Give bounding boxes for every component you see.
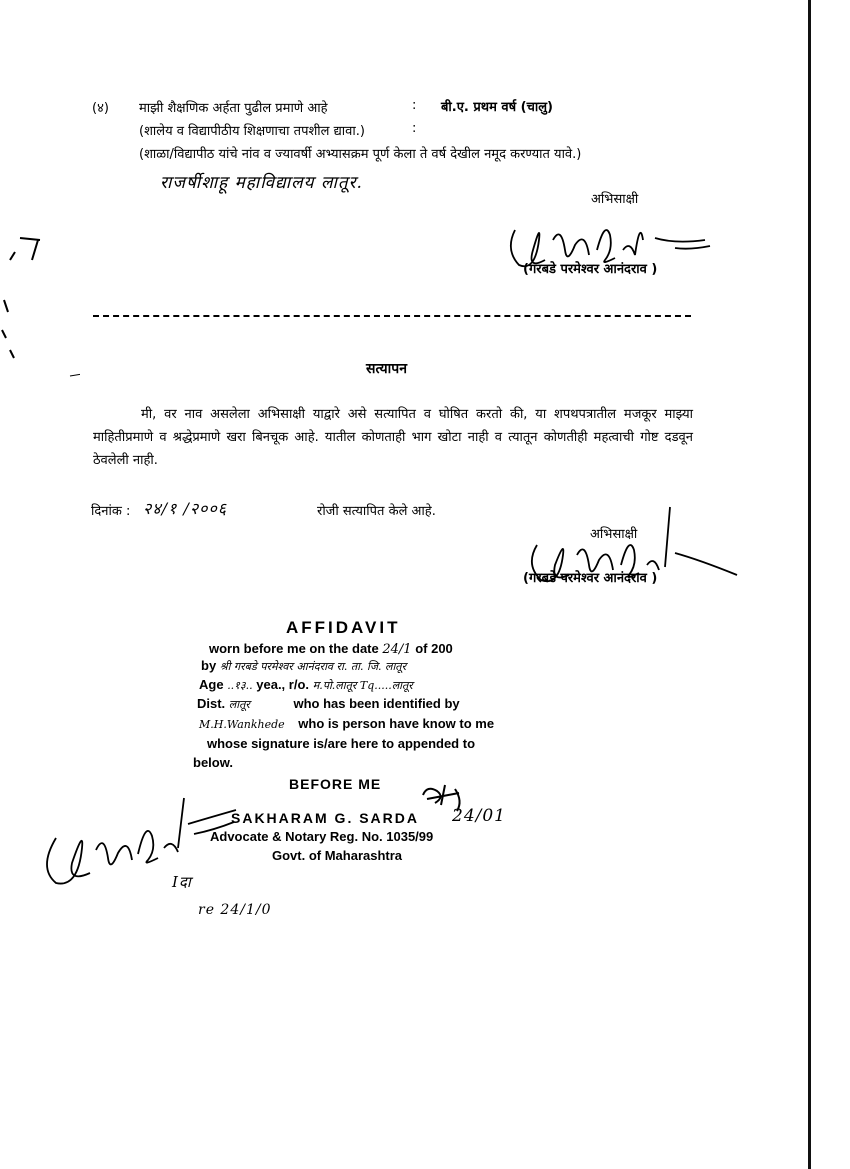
stamp-age-fill: ..१३.. bbox=[227, 679, 253, 692]
stamp-line-1-prefix: worn before me on the date bbox=[209, 641, 379, 656]
stamp-line-4-suffix: who has been identified by bbox=[293, 696, 460, 711]
date-value: २४/१ /२००६ bbox=[143, 499, 228, 518]
deponent-role-1: अभिसाक्षी bbox=[591, 192, 639, 207]
stamp-line-3-mid: yea., r/o. bbox=[256, 677, 309, 692]
stamp-title: AFFIDAVIT bbox=[286, 618, 401, 637]
item-note-1-colon: : bbox=[412, 121, 417, 136]
notary-reg: Advocate & Notary Reg. No. 1035/99 bbox=[210, 829, 434, 844]
date-suffix: रोजी सत्यापित केले आहे. bbox=[317, 504, 436, 519]
signature-3 bbox=[38, 788, 238, 893]
item-value: बी.ए. प्रथम वर्ष (चालु) bbox=[441, 100, 553, 115]
stamp-line-4-prefix: Dist. bbox=[197, 696, 226, 711]
stamp-district-fill: लातूर bbox=[228, 698, 250, 711]
stamp-line-2-prefix: by bbox=[201, 658, 217, 673]
notary-name: SAKHARAM G. SARDA bbox=[231, 810, 419, 826]
notary-govt: Govt. of Maharashtra bbox=[272, 848, 403, 863]
stamp-line-5 bbox=[199, 716, 494, 731]
handwritten-note-a: Iदा bbox=[172, 873, 192, 891]
item-note-2: (शाळा/विद्यापीठ यांचे नांव व ज्यावर्षी अभ्यासक्रम पूर्ण केला ते वर्ष देखील नमूद करण्यात यावे.) bbox=[139, 147, 582, 162]
stamp-line-3-prefix: Age bbox=[199, 677, 224, 692]
date-label: दिनांक : bbox=[91, 504, 131, 519]
deponent-role-2: अभिसाक्षी bbox=[590, 527, 638, 542]
stamp-date-fill: 24/1 bbox=[382, 642, 412, 657]
stamp-before-me: BEFORE ME bbox=[289, 776, 382, 792]
stamp-line-2 bbox=[201, 658, 406, 674]
stamp-line-7: below. bbox=[193, 755, 233, 770]
separator-line bbox=[93, 315, 691, 317]
stamp-address-fill: म.पो.लातूर Tq.....लातूर bbox=[312, 679, 413, 692]
item-note-1: (शालेय व विद्यापीठीय शिक्षणाचा तपशील द्यावा.) bbox=[139, 124, 365, 139]
notary-date: 24/01 bbox=[452, 806, 506, 826]
stamp-line-6: whose signature is/are here to appended to bbox=[207, 736, 476, 751]
item-colon: : bbox=[412, 98, 417, 113]
item-label: माझी शैक्षणिक अर्हता पुढील प्रमाणे आहे bbox=[139, 101, 328, 116]
margin-scan-marks bbox=[0, 200, 80, 400]
verification-text bbox=[93, 403, 693, 472]
deponent-name-1: (गरबडे परमेश्वर आनंदराव ) bbox=[523, 262, 658, 277]
stamp-line-4 bbox=[197, 696, 460, 712]
stamp-name-fill: श्री गरबडे परमेश्वर आनंदराव रा. ता. जि. लातूर bbox=[219, 660, 407, 673]
verification-paragraph: मी, वर नाव असलेला अभिसाक्षी याद्वारे असे सत्यापित व घोषित करतो की, या शपथपत्रातील मजकूर माझ्या माहितीप्रमाणे व श्रद्धेप्रमाणे खरा बिनचूक आहे. यातील कोणताही भाग खोटा नाही व त्यातून कोणतीही महत्वाची गोष्ट दडवून ठेवलेली नाही. bbox=[93, 407, 693, 468]
signature-2 bbox=[525, 505, 740, 605]
page-edge bbox=[808, 0, 811, 1169]
handwritten-note-b: re 24/1/0 bbox=[198, 902, 272, 918]
stamp-line-5-suffix: who is person have know to me bbox=[298, 716, 495, 731]
deponent-name-2: (गरबडे परमेश्वर आनंदराव ) bbox=[523, 571, 658, 586]
stamp-line-1-suffix: of 200 bbox=[415, 641, 453, 656]
verification-heading: सत्यापन bbox=[366, 361, 407, 377]
item-number: (४) bbox=[92, 101, 109, 116]
stamp-identifier-fill: M.H.Wankhede bbox=[199, 718, 285, 731]
stamp-line-3 bbox=[199, 677, 413, 693]
handwritten-college: राजर्षीशाहू महाविद्यालय लातूर. bbox=[160, 173, 363, 193]
stamp-line-1 bbox=[209, 641, 453, 657]
